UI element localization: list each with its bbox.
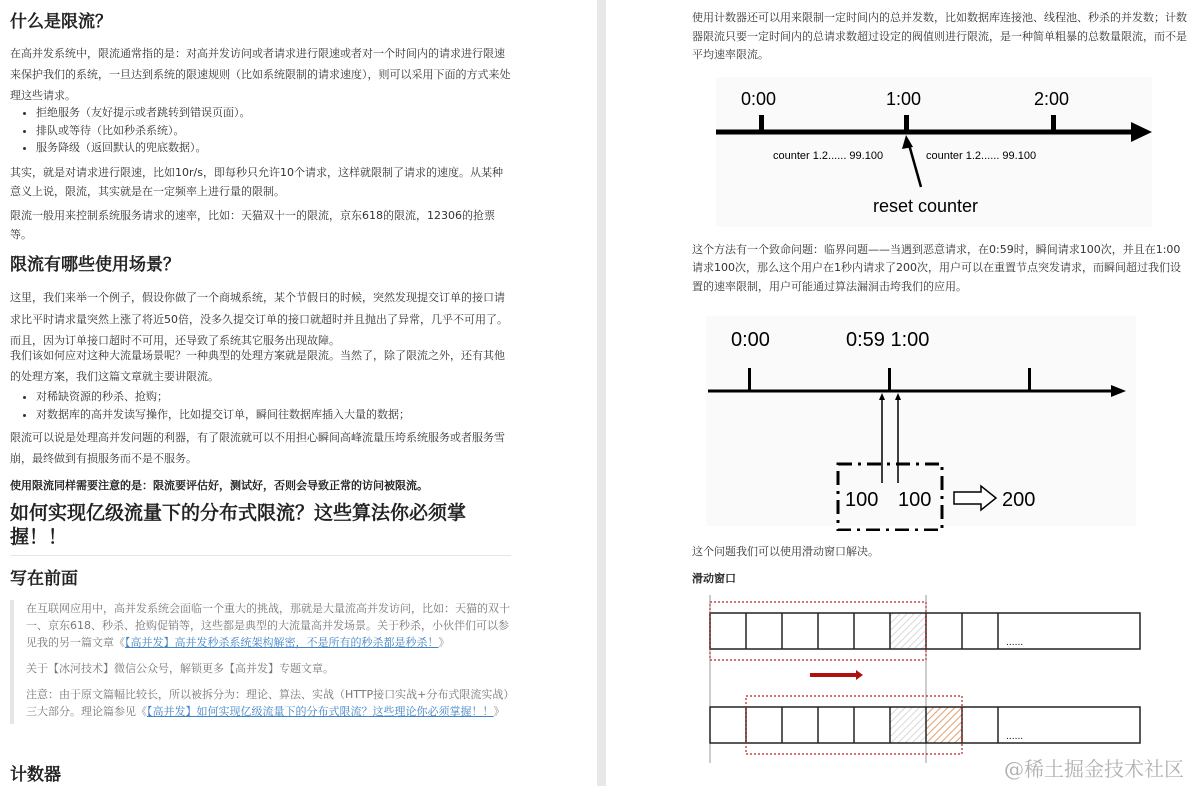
critical-problem-diagram	[706, 306, 1146, 531]
fixed-window-diagram	[716, 77, 1156, 227]
quote-text: 注意：由于原文篇幅比较长，所以被拆分为：理论、算法、实战（HTTP接口实战+分布式限流实战）三大部分。理论篇参见《	[26, 688, 509, 718]
preface-quote	[10, 600, 511, 724]
paragraph: 限流可以说是处理高并发问题的利器，有了限流就可以不用担心瞬间高峰流量压垮系统服务或者服务雪崩，最终做到有损服务而不是不服务。	[10, 431, 505, 465]
sliding-window-diagram	[706, 595, 1156, 763]
paragraph: 这个问题我们可以使用滑动窗口解决。	[692, 545, 879, 558]
paragraph: 限流一般用来控制系统服务请求的速率，比如：天猫双十一的限流，京东618的限流，12306的抢票等。	[10, 209, 495, 241]
page-gutter	[597, 0, 606, 786]
counter-label: counter 1.2...... 99.100	[773, 149, 884, 162]
heading-counter: 计数器	[10, 765, 61, 785]
heading-preface: 写在前面	[10, 569, 78, 589]
list-scenarios	[10, 388, 511, 424]
link-seckill-article[interactable]: 【高并发】高并发秒杀系统架构解密，不是所有的秒杀都是秒杀！	[125, 636, 439, 649]
right-page	[606, 0, 1196, 786]
list-item: • 排队或等待（比如秒杀系统）。	[36, 122, 511, 140]
link-theory-article[interactable]: 【高并发】如何实现亿级流量下的分布式限流？这些理论你必须掌握！！	[147, 705, 494, 718]
paragraph: 其实，就是对请求进行限速，比如10r/s，即每秒只允许10个请求，这样就限制了请求的速度。从某种意义上说，限流，其实就是在一定频率上进行量的限制。	[10, 166, 503, 198]
paragraph: 在高并发系统中，限流通常指的是：对高并发访问或者请求进行限速或者对一个时间内的请求进行限速来保护我们的系统，一旦达到系统的限速规则（比如系统限制的请求速度），则可以采用下面的方式来处理这些请求。	[10, 47, 511, 102]
counter-label: counter 1.2...... 99.100	[926, 149, 1037, 162]
watermark: @稀土掘金技术社区	[1004, 757, 1184, 781]
paragraph: 使用计数器还可以用来限制一定时间内的总并发数，比如数据库连接池、线程池、秒杀的并发数；计数器限流只要一定时间内的总请求数超过设定的阀值则进行限流，是一种简单粗暴的总数量限流，而不是平均速率限流。	[692, 11, 1187, 61]
list-handling	[10, 104, 511, 157]
total-label: 200	[1002, 489, 1036, 511]
article-title: 如何实现亿级流量下的分布式限流？这些算法你必须掌握！！	[10, 502, 467, 548]
tick-label: 0:00	[741, 88, 777, 109]
paragraph: 这个方法有一个致命问题：临界问题——当遇到恶意请求，在0:59时，瞬间请求100次，并且在1:00请求100次，那么这个用户在1秒内请求了200次，用户可以在重置节点突发请求，而瞬间超过我们设置的速率限制，用户可能通过算法漏洞击垮我们的应用。	[692, 242, 1181, 293]
quote-text: 》	[438, 636, 450, 649]
count-label: 100	[898, 489, 932, 511]
count-label: 100	[845, 489, 879, 511]
list-item: • 对数据库的高并发读写操作，比如提交订单，瞬间往数据库插入大量的数据；	[36, 406, 511, 424]
ellipsis-label: ......	[1006, 638, 1024, 648]
paragraph: 这里，我们来举一个例子，假设你做了一个商城系统，某个节假日的时候，突然发现提交订单的接口请求比平时请求量突然上涨了将近50倍，没多久提交订单的接口就超时并且抛出了异常，几乎不可用了。而且，因为订单接口超时不可用，还导致了系统其它服务出现故障。	[10, 291, 508, 347]
bold-note: 使用限流同样需要注意的是：限流要评估好，测试好，否则会导致正常的访问被限流。	[10, 479, 428, 492]
quote-text: 在互联网应用中，高并发系统会面临一个重大的挑战，那就是大量流高并发访问，比如：天猫的双十一、京东618、秒杀、抢购促销等，这些都是典型的大流量高并发场景。关于秒杀，小伙伴们可以参见我的另一篇文章《	[26, 602, 510, 649]
heading-sliding-window: 滑动窗口	[692, 572, 736, 585]
tick-label: 2:00	[1034, 88, 1070, 109]
heading-scenarios: 限流有哪些使用场景？	[10, 255, 180, 275]
quote-text: 关于【冰河技术】微信公众号，解锁更多【高并发】专题文章。	[26, 662, 334, 675]
left-page	[0, 0, 597, 786]
divider	[10, 555, 511, 556]
quote-text: 》	[493, 705, 505, 718]
tick-label: 1:00	[886, 88, 922, 109]
list-item: • 服务降级（返回默认的兜底数据）。	[36, 139, 511, 157]
list-item: • 对稀缺资源的秒杀、抢购；	[36, 388, 511, 406]
tick-label: 0:59 1:00	[846, 329, 930, 351]
list-item: • 拒绝服务（友好提示或者跳转到错误页面）。	[36, 104, 511, 122]
reset-label: reset counter	[873, 195, 979, 216]
paragraph: 我们该如何应对这种大流量场景呢？一种典型的处理方案就是限流。当然了，除了限流之外，还有其他的处理方案，我们这篇文章就主要讲限流。	[10, 349, 505, 383]
ellipsis-label: ......	[1006, 732, 1024, 742]
heading-what-is-rate-limiting: 什么是限流？	[10, 12, 112, 32]
tick-label: 0:00	[731, 329, 770, 351]
